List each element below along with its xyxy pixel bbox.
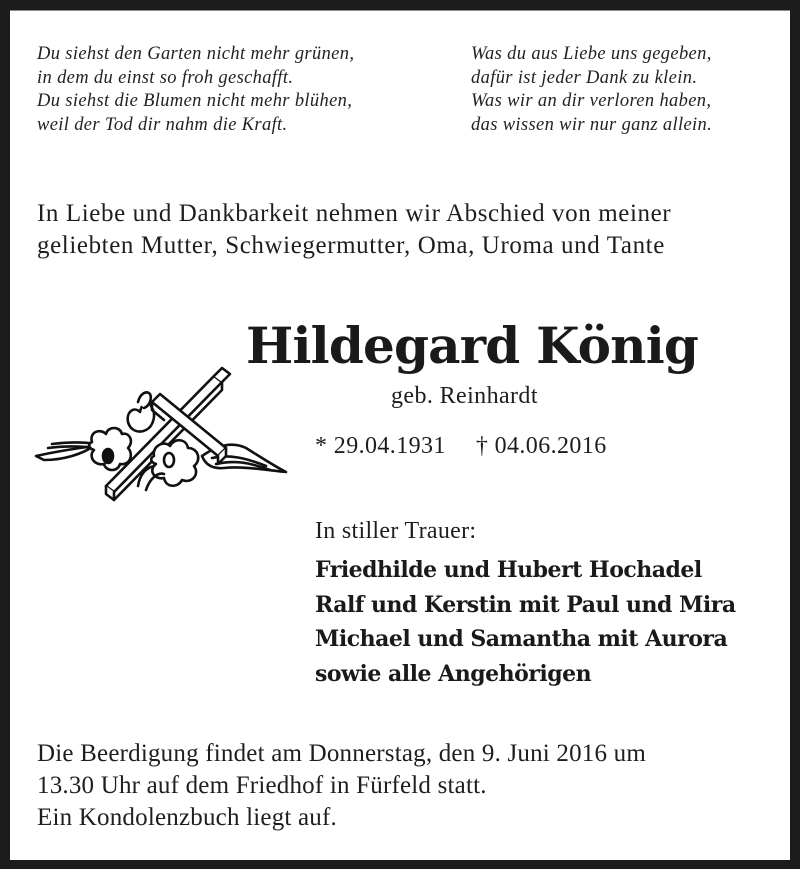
- poem-left: [37, 43, 354, 137]
- death-date: † 04.06.2016: [475, 433, 607, 459]
- intro-text: [37, 198, 671, 262]
- funeral-line: 13.30 Uhr auf dem Friedhof in Fürfeld statt.: [37, 772, 487, 799]
- poem-line: das wissen wir nur ganz allein.: [471, 114, 713, 135]
- poem-line: weil der Tod dir nahm die Kraft.: [37, 114, 288, 135]
- funeral-info: [37, 738, 646, 834]
- maiden-name: geb. Reinhardt: [391, 383, 538, 409]
- birth-date: * 29.04.1931: [315, 433, 446, 459]
- mourning-label: In stiller Trauer:: [315, 518, 477, 544]
- mourner-line: Ralf und Kerstin mit Paul und Mira: [315, 591, 736, 618]
- cross-with-flowers-icon: [34, 356, 294, 506]
- poem-line: Du siehst den Garten nicht mehr grünen,: [37, 44, 355, 64]
- mourner-line: Michael und Samantha mit Aurora: [315, 626, 728, 652]
- mourner-line: sowie alle Angehörigen: [315, 660, 592, 687]
- poem-right: [471, 43, 712, 137]
- obituary-notice: [10, 10, 790, 860]
- deceased-name: Hildegard König: [246, 316, 699, 375]
- mourners-list: [315, 553, 736, 691]
- poem-line: in dem du einst so froh geschafft.: [37, 67, 294, 88]
- intro-line: geliebten Mutter, Schwiegermutter, Oma, Uroma und Tante: [37, 232, 665, 259]
- poem-line: Du siehst die Blumen nicht mehr blühen,: [37, 91, 353, 111]
- funeral-line: Ein Kondolenzbuch liegt auf.: [37, 804, 337, 831]
- poem-line: dafür ist jeder Dank zu klein.: [471, 67, 698, 88]
- intro-line: In Liebe und Dankbarkeit nehmen wir Abschied von meiner: [37, 200, 672, 227]
- mourner-line: Friedhilde und Hubert Hochadel: [315, 557, 702, 583]
- poem-line: Was du aus Liebe uns gegeben,: [471, 44, 712, 64]
- life-dates: [315, 431, 607, 461]
- funeral-line: Die Beerdigung findet am Donnerstag, den 9. Juni 2016 um: [37, 740, 647, 767]
- poem-line: Was wir an dir verloren haben,: [471, 91, 712, 111]
